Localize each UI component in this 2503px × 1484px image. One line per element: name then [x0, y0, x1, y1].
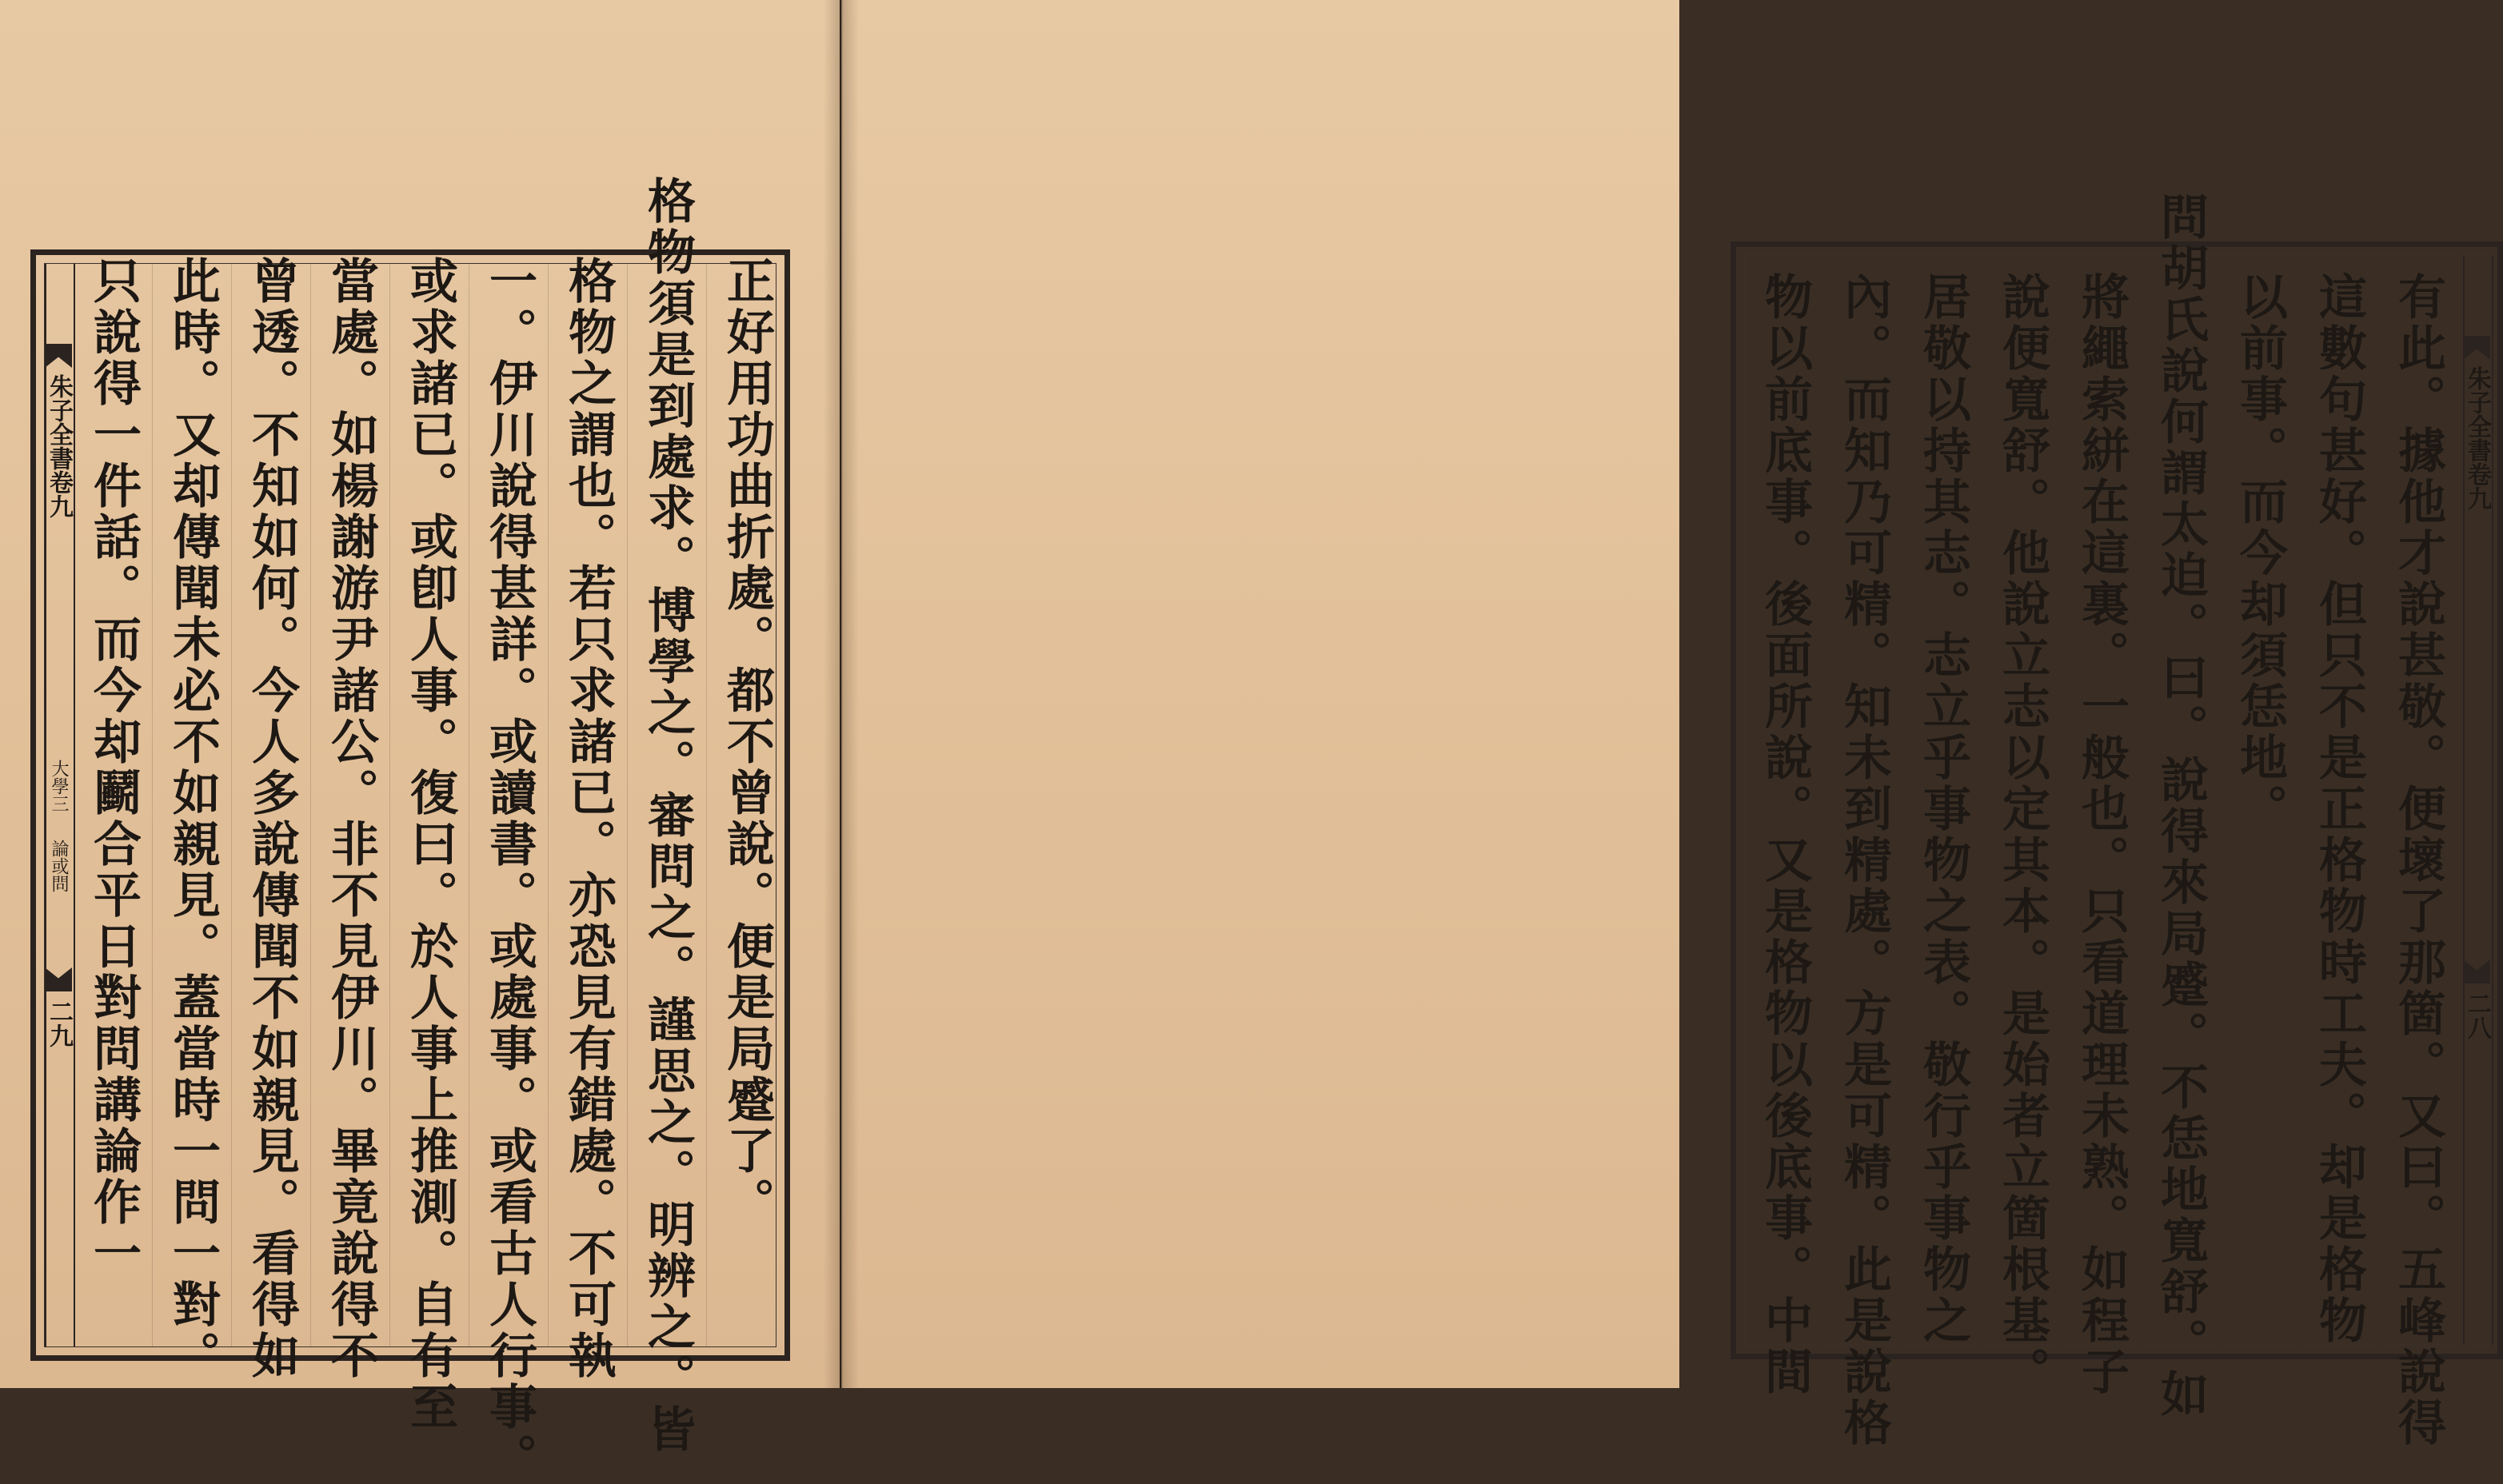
right-text-frame [1731, 192, 2503, 1449]
left-margin-subsection: 論或問 [49, 840, 69, 892]
text-column: 格物之謂也。若只求諸已。亦恐見有錯處。不可執 [561, 256, 617, 1382]
column-rule [389, 264, 390, 1346]
column-rule [2059, 256, 2060, 1345]
text-column: 物以前底事。後面所說。又是格物以後底事。中間 [1757, 272, 1813, 1398]
column-rule [1901, 256, 1902, 1345]
column-rule [152, 264, 153, 1346]
right-margin-title: 朱子全書卷九 [2463, 366, 2491, 510]
column-rule [231, 264, 232, 1346]
right-page [841, 0, 2491, 1449]
column-rule [1980, 256, 1981, 1345]
text-column: 正好用功曲折處。都不曾說。便是局蹙了。 [719, 256, 775, 1228]
text-column: 當處。如楊謝游尹諸公。非不見伊川。畢竟說得不 [323, 256, 379, 1382]
text-column: 或求諸已。或卽人事。復曰。於人事上推測。自有至 [402, 256, 458, 1433]
column-rule [2138, 256, 2139, 1345]
left-page [0, 0, 840, 1484]
left-text-frame [30, 176, 790, 1484]
book-gutter-fold [824, 0, 859, 1388]
column-rule [548, 264, 549, 1346]
column-rule [627, 264, 628, 1346]
right-margin-folio: 二八 [2463, 991, 2491, 1039]
column-rule [706, 264, 707, 1346]
left-margin-folio: 二九 [45, 999, 73, 1047]
left-margin-title: 朱子全書卷九 [45, 374, 73, 518]
left-frame-inner-rule [44, 176, 776, 1484]
text-column: 將繩索絣在這裏。一般也。只看道理未熟。如程子 [2074, 272, 2130, 1398]
text-column: 曾透。不知如何。今人多說傳聞不如親見。看得如 [244, 256, 300, 1382]
text-column: 這數句甚好。但只不是正格物時工夫。却是格物 [2311, 272, 2367, 1346]
text-column: 問胡氏說何謂太迫。曰。說得來局蹙。不恁地寬舒。如 [2153, 192, 2209, 1420]
text-column: 說便寬舒。他說立志以定其本。是始者立箇根基。 [1994, 272, 2050, 1398]
text-column: 內。而知乃可精。知未到精處。方是可精。此是說格 [1836, 272, 1892, 1449]
text-column: 此時。又却傳聞未必不如親見。蓋當時一問一對。 [165, 256, 221, 1382]
right-frame-inner-rule [1744, 192, 2491, 1449]
text-column: 一。伊川說得甚詳。或讀書。或處事。或看古人行事。 [481, 256, 537, 1484]
text-column: 居敬以持其志。志立乎事物之表。敬行乎事物之 [1915, 272, 1971, 1346]
text-column: 有此。據他才說甚敬。便壞了那箇。又曰。五峰說得 [2390, 272, 2446, 1449]
text-column: 只說得一件話。而今却鬬合平日對問講論作一 [86, 256, 142, 1279]
text-column: 格物須是到處求。博學之。審問之。謹思之。明辨之。皆 [640, 176, 696, 1455]
column-rule [310, 264, 311, 1346]
column-rule [2376, 256, 2377, 1345]
left-margin-section: 大學三 [49, 760, 69, 812]
text-column: 以前事。而今却須恁地。 [2232, 272, 2288, 835]
